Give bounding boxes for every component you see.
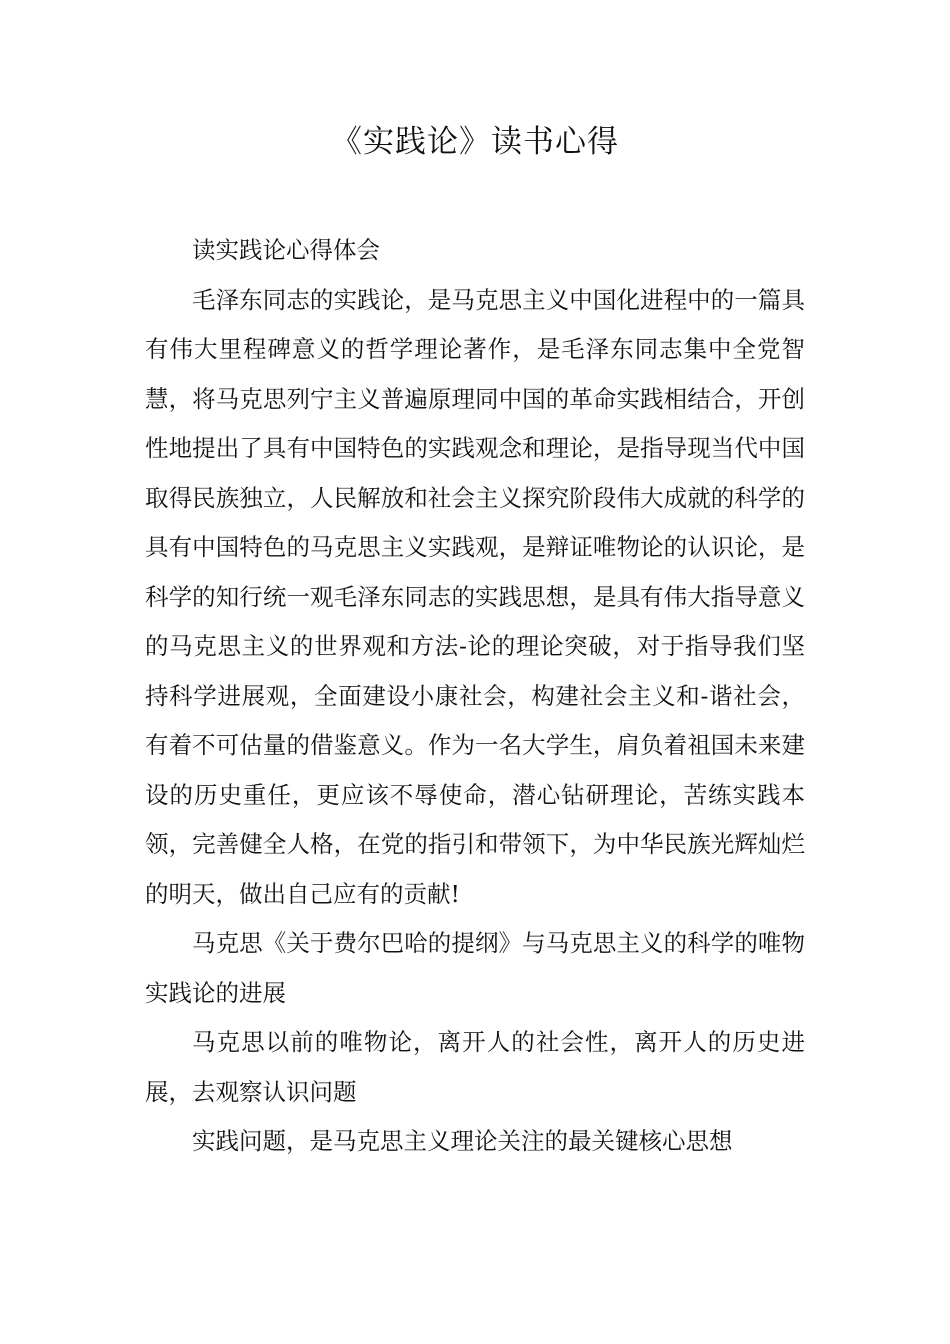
paragraph-marx-theses: 马克思《关于费尔巴哈的提纲》与马克思主义的科学的唯物实践论的进展 <box>145 929 805 1007</box>
paragraph-pre-marx-materialism: 马克思以前的唯物论，离开人的社会性，离开人的历史进展，去观察认识问题 <box>145 1028 805 1106</box>
document-body <box>145 226 805 1167</box>
document-title: 《实践论》读书心得 <box>331 124 619 160</box>
paragraph-main: 毛泽东同志的实践论，是马克思主义中国化进程中的一篇具有伟大里程碑意义的哲学理论著作，是毛泽东同志集中全党智慧，将马克思列宁主义普遍原理同中国的革命实践相结合，开创性地提出了具有中国特色的实践观念和理论，是指导现当代中国取得民族独立，人民解放和社会主义探究阶段伟大成就的科学的具有中国特色的马克思主义实践观，是辩证唯物论的认识论，是科学的知行统一观毛泽东同志的实践思想，是具有伟大指导意义的马克思主义的世界观和方法-论的理论突破，对于指导我们坚持科学进展观，全面建设小康社会，构建社会主义和-谐社会，有着不可估量的借鉴意义。作为一名大学生，肩负着祖国未来建设的历史重任，更应该不辱使命，潜心钻研理论，苦练实践本领，完善健全人格，在党的指引和带领下，为中华民族光辉灿烂的明天，做出自己应有的贡献! <box>145 285 805 908</box>
paragraph-subtitle: 读实践论心得体会 <box>192 236 380 264</box>
paragraph-practice-issue: 实践问题，是马克思主义理论关注的最关键核心思想 <box>192 1127 733 1155</box>
